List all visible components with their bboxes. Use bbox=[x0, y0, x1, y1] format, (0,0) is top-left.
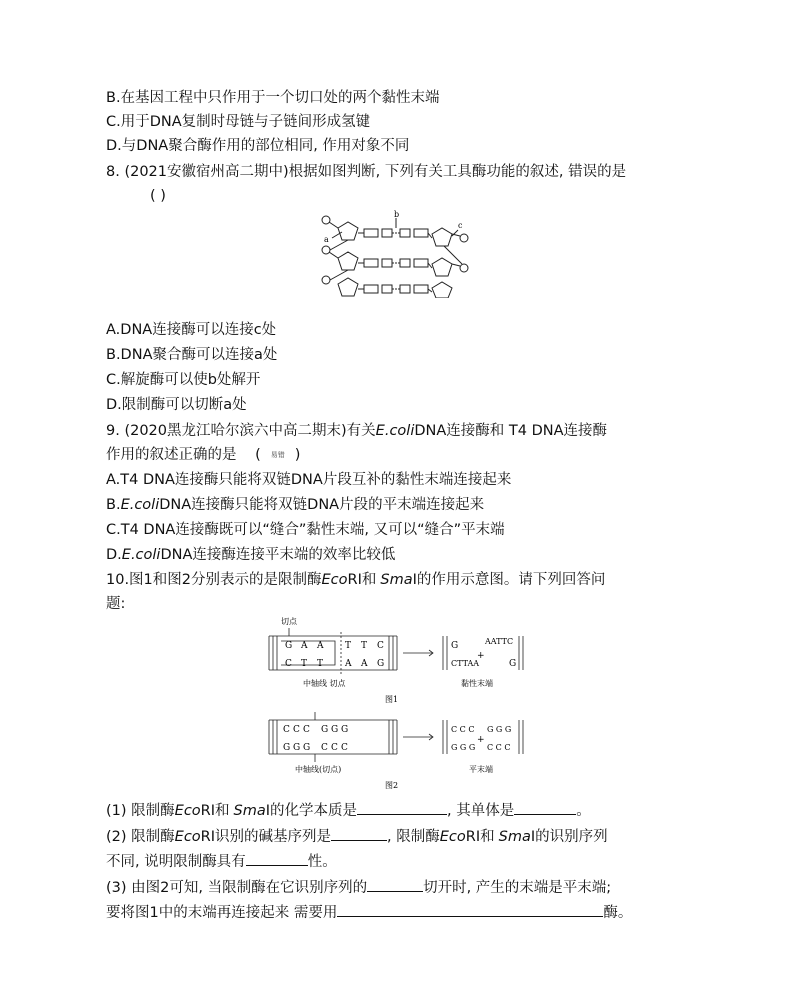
fig2-top-base: C bbox=[283, 725, 290, 735]
fig1-right-fragment-bottom: G bbox=[509, 659, 517, 669]
phosphate-circle bbox=[322, 276, 330, 284]
fig2-caption: 图2 bbox=[385, 781, 399, 790]
fig2-top-base: G bbox=[321, 725, 329, 735]
fig1-top-base: A bbox=[301, 641, 308, 651]
figure-2-smai bbox=[265, 708, 525, 792]
answer-blank[interactable] bbox=[357, 800, 447, 815]
answer-blank[interactable] bbox=[514, 800, 576, 815]
q8-dna-diagram bbox=[320, 208, 470, 298]
fig1-top-base: A bbox=[317, 641, 324, 651]
fig2-top-base: C bbox=[303, 725, 310, 735]
fig2-axis-label: 中轴线(切点) bbox=[295, 765, 342, 774]
fig2-bottom-base: G bbox=[303, 743, 311, 753]
fig1-left-fragment-bottom: CTTAA bbox=[451, 659, 480, 668]
fig1-top-base: T bbox=[361, 641, 368, 651]
fig1-bottom-base: G bbox=[377, 659, 385, 669]
q10-stem: 10.图1和图2分别表示的是限制酶EcoRI和 SmaI的作用示意图。请下列回答问 bbox=[106, 572, 606, 588]
answer-blank[interactable] bbox=[367, 877, 423, 892]
q9-stem-line2: 作用的叙述正确的是 ( 易错 ) bbox=[106, 447, 301, 463]
q9-stem: 9. (2020黑龙江哈尔滨六中高二期末)有关E.coliDNA连接酶和 T4 DNA连接酶 bbox=[106, 423, 608, 439]
fig2-top-base: G bbox=[341, 725, 349, 735]
label-b: b bbox=[394, 210, 400, 219]
fig1-top-base: G bbox=[285, 641, 293, 651]
q10-sub2-line2: 不同, 说明限制酶具有 性。 bbox=[106, 851, 337, 872]
fig1-top-base: T bbox=[345, 641, 352, 651]
q8-option-b: B.DNA聚合酶可以连接a处 bbox=[106, 347, 278, 363]
answer-blank[interactable] bbox=[246, 851, 308, 866]
label-a: a bbox=[324, 235, 329, 244]
fig1-bottom-base: A bbox=[361, 659, 368, 669]
q10-sub2: (2) 限制酶EcoRI识别的碱基序列是 , 限制酶EcoRI和 SmaI的识别序列 bbox=[106, 826, 608, 847]
fig2-bottom-base: C bbox=[321, 743, 328, 753]
fig2-right-fragment-bottom: C C C bbox=[487, 743, 511, 752]
fig1-caption: 图1 bbox=[385, 695, 399, 704]
phosphate-circle bbox=[322, 216, 330, 224]
fig2-bottom-base: G bbox=[283, 743, 291, 753]
fig1-top-base: C bbox=[377, 641, 384, 651]
fig1-bottom-base: T bbox=[317, 659, 324, 669]
q9-option-a: A.T4 DNA连接酶只能将双链DNA片段互补的黏性末端连接起来 bbox=[106, 472, 512, 488]
fig1-bottom-base: C bbox=[285, 659, 292, 669]
fig2-bottom-base: G bbox=[293, 743, 301, 753]
label-c: c bbox=[458, 221, 463, 230]
sugar-pentagon bbox=[432, 258, 452, 276]
fig2-top-base: G bbox=[331, 725, 339, 735]
q8-answer-paren: ( ) bbox=[150, 188, 166, 204]
phosphate-circle bbox=[322, 246, 330, 254]
figure-1-ecori bbox=[265, 614, 525, 706]
phosphate-circle bbox=[460, 264, 468, 272]
fig1-axis-label: 中轴线 切点 bbox=[303, 679, 346, 688]
error-prone-tag: 易错 bbox=[270, 451, 285, 459]
fig1-left-fragment-top: G bbox=[451, 641, 459, 651]
sugar-pentagon bbox=[338, 222, 358, 240]
answer-blank[interactable] bbox=[331, 826, 387, 841]
phosphate-circle bbox=[460, 234, 468, 242]
fig2-top-base: C bbox=[293, 725, 300, 735]
fig1-right-fragment-top: AATTC bbox=[485, 637, 514, 646]
sugar-pentagon bbox=[432, 282, 452, 298]
q9-option-c: C.T4 DNA连接酶既可以“缝合”黏性末端, 又可以“缝合”平末端 bbox=[106, 522, 505, 538]
fig2-right-fragment-top: G G G bbox=[487, 725, 512, 734]
q10-sub3-line2: 要将图1中的末端再连接起来 需要用 酶。 bbox=[106, 902, 632, 923]
q8-option-c: C.解旋酶可以使b处解开 bbox=[106, 372, 261, 388]
fig2-left-fragment-bottom: G G G bbox=[451, 743, 476, 752]
fig2-bottom-base: C bbox=[341, 743, 348, 753]
fig2-plus: + bbox=[477, 735, 485, 745]
sugar-pentagon bbox=[338, 252, 358, 270]
q9-option-b: B.E.coliDNA连接酶只能将双链DNA片段的平末端连接起来 bbox=[106, 497, 485, 513]
q7-option-b: B.在基因工程中只作用于一个切口处的两个黏性末端 bbox=[106, 90, 440, 106]
q8-option-d: D.限制酶可以切断a处 bbox=[106, 397, 247, 413]
q7-option-d: D.与DNA聚合酶作用的部位相同, 作用对象不同 bbox=[106, 138, 410, 154]
fig2-left-fragment-top: C C C bbox=[451, 725, 475, 734]
fig1-bottom-base: T bbox=[301, 659, 308, 669]
q10-sub3: (3) 由图2可知, 当限制酶在它识别序列的 切开时, 产生的末端是平末端; bbox=[106, 877, 611, 898]
fig2-bottom-base: C bbox=[331, 743, 338, 753]
q9-option-d: D.E.coliDNA连接酶连接平末端的效率比较低 bbox=[106, 547, 396, 563]
sugar-pentagon bbox=[432, 228, 452, 246]
fig1-plus: + bbox=[477, 651, 485, 661]
q10-stem-line2: 题: bbox=[106, 596, 126, 612]
fig1-bottom-base: A bbox=[345, 659, 352, 669]
fig1-result-label: 黏性末端 bbox=[461, 679, 493, 688]
q7-option-c: C.用于DNA复制时母链与子链间形成氢键 bbox=[106, 114, 371, 130]
q8-stem: 8. (2021安徽宿州高二期中)根据如图判断, 下列有关工具酶功能的叙述, 错误的是 bbox=[106, 164, 627, 180]
q10-sub1: (1) 限制酶EcoRI和 SmaI的化学本质是 , 其单体是 。 bbox=[106, 800, 591, 821]
answer-blank[interactable] bbox=[337, 902, 603, 917]
sugar-pentagon bbox=[338, 278, 358, 296]
q8-option-a: A.DNA连接酶可以连接c处 bbox=[106, 322, 277, 338]
cut-point-label: 切点 bbox=[281, 617, 297, 626]
fig2-result-label: 平末端 bbox=[469, 765, 493, 774]
